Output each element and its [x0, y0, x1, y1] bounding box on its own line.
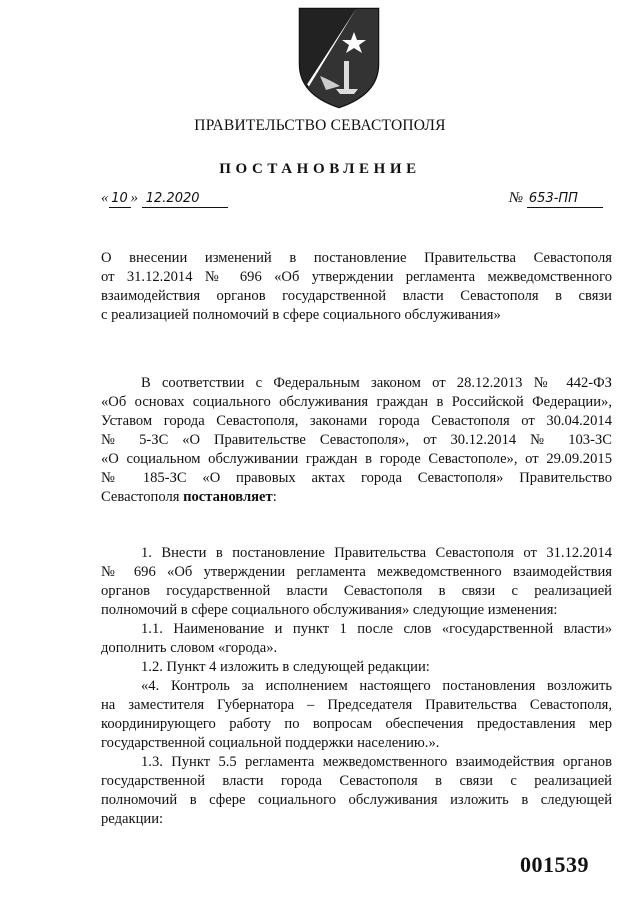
clause-line: полномочий в сфере социального обслуживания» следующие изменения:	[101, 602, 558, 618]
clause-line: 1.3. Пункт 5.5 регламента межведомственного взаимодействия органов	[141, 754, 612, 770]
document-number	[509, 190, 603, 208]
date-close-quote: »	[130, 190, 138, 206]
clause-line: дополнить словом «города».	[101, 640, 278, 656]
clause-line: государственной власти города Севастополя в связи с реализацией	[101, 773, 612, 789]
date-open-quote: «	[101, 190, 109, 206]
preamble-line: В соответствии с Федеральным законом от 28.12.2013 № 442-ФЗ	[141, 375, 612, 391]
resolution-body	[101, 544, 612, 829]
clause-line: 1.1. Наименование и пункт 1 после слов «государственной власти»	[141, 621, 612, 637]
clause-line: координирующего работу по вопросам обеспечения предоставления мер	[101, 716, 612, 732]
clause-line: полномочий в сфере социального обслуживания изложить в следующей	[101, 792, 612, 808]
preamble-line: № 185-ЗС «О правовых актах города Севастополя» Правительство	[101, 470, 612, 486]
clause-1-1	[101, 620, 612, 658]
preamble-paragraph	[101, 374, 612, 507]
document-date	[101, 190, 228, 208]
document-type-title: ПОСТАНОВЛЕНИЕ	[219, 161, 421, 177]
clause-1-2	[101, 658, 612, 677]
clause-1-2-quoted-text	[101, 677, 612, 753]
subject-line: с реализацией полномочий в сфере социального обслуживания»	[101, 307, 501, 323]
preamble-line: «О социальном обслуживании граждан в городе Севастополе», от 29.09.2015	[101, 451, 612, 467]
clause-line: 1.2. Пункт 4 изложить в следующей редакции:	[141, 659, 430, 675]
form-serial-number: 001539	[520, 852, 589, 877]
subject-line: О внесении изменений в постановление Правительства Севастополя	[101, 250, 612, 266]
government-name: ПРАВИТЕЛЬСТВО СЕВАСТОПОЛЯ	[194, 117, 446, 134]
preamble-decision-word: постановляет	[183, 489, 273, 505]
clause-line: государственной социальной поддержки населению.».	[101, 735, 440, 751]
date-month-year: 12.2020	[142, 191, 228, 208]
clause-line: «4. Контроль за исполнением настоящего постановления возложить	[141, 678, 612, 694]
clause-1-3	[101, 753, 612, 829]
coat-of-arms-emblem	[296, 6, 382, 110]
subject-line: взаимодействия органов государственной власти Севастополя в связи	[101, 288, 612, 304]
clause-line: на заместителя Губернатора – Председателя Правительства Севастополя,	[101, 697, 612, 713]
preamble-end-colon: :	[272, 489, 277, 505]
clause-line: 1. Внести в постановление Правительства Севастополя от 31.12.2014	[141, 545, 612, 561]
preamble-line: «Об основах социального обслуживания граждан в Российской Федерации»,	[101, 394, 612, 410]
number-value: 653-ПП	[527, 191, 603, 208]
preamble-line: Уставом города Севастополя, законами города Севастополя от 30.04.2014	[101, 413, 612, 429]
date-day: 10	[109, 191, 131, 208]
subject-line: от 31.12.2014 № 696 «Об утверждении регламента межведомственного	[101, 269, 612, 285]
preamble-line	[101, 488, 612, 507]
clause-line: № 696 «Об утверждении регламента межведомственного взаимодействия	[101, 564, 612, 580]
clause-line: органов государственной власти Севастополя в связи с реализацией	[101, 583, 612, 599]
clause-line: редакции:	[101, 811, 164, 827]
preamble-line: № 5-ЗС «О Правительстве Севастополя», от 30.12.2014 № 103-ЗС	[101, 432, 612, 448]
document-subject	[101, 249, 612, 325]
number-label: №	[509, 190, 524, 206]
preamble-last-text: Севастополя	[101, 489, 184, 505]
clause-1	[101, 544, 612, 620]
